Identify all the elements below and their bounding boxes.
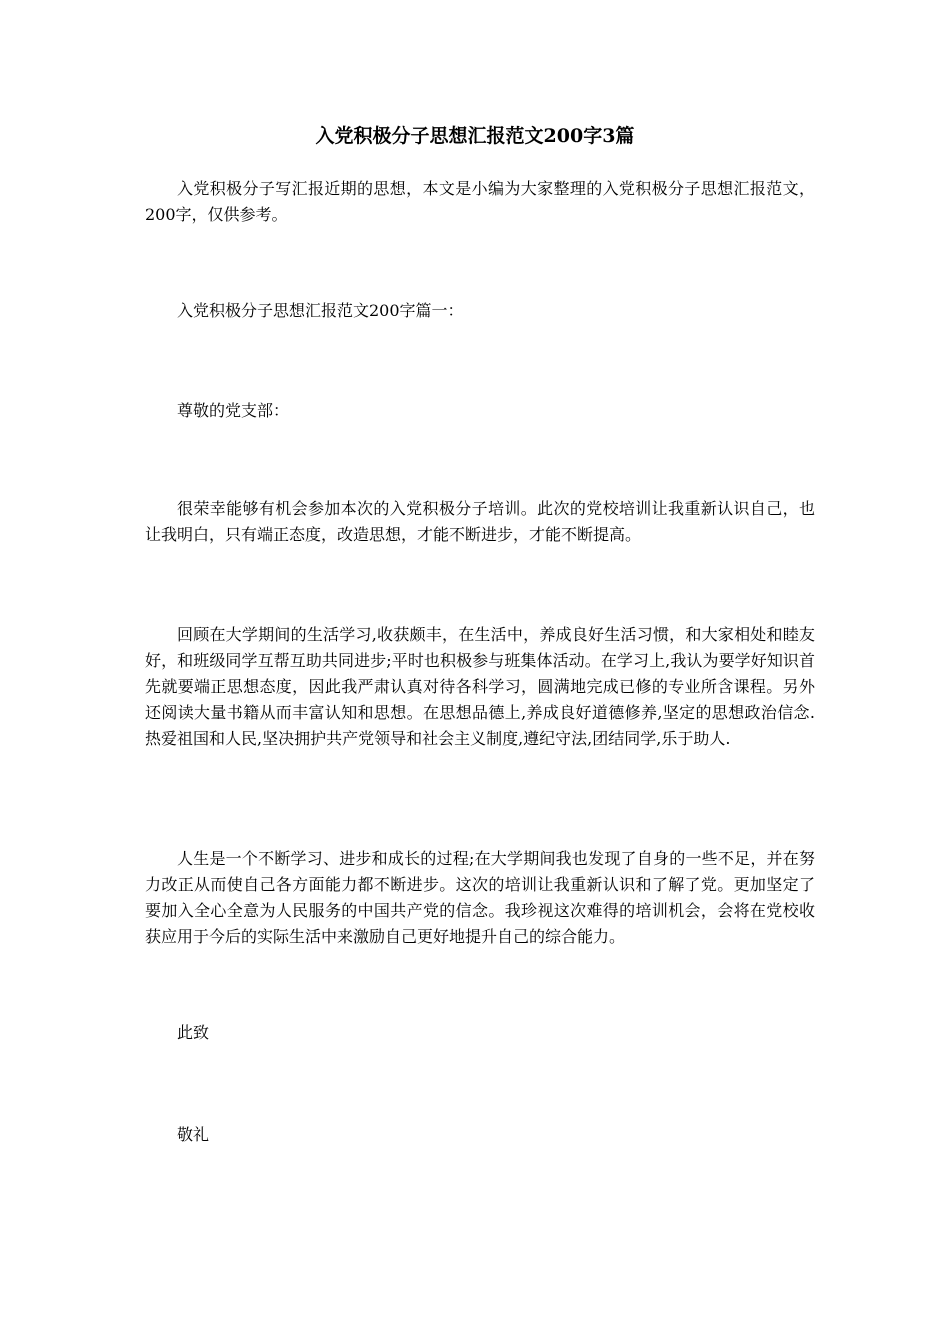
closing-line: 敬礼 [177,1125,210,1144]
body-paragraph: 很荣幸能够有机会参加本次的入党积极分子培训。此次的党校培训让我重新认识自己，也让我明白，只有端正态度，改造思想，才能不断进步，才能不断提高。 [145,499,815,544]
body-paragraph: 人生是一个不断学习、进步和成长的过程;在大学期间我也发现了自身的一些不足，并在努力改正从而使自己各方面能力都不断进步。这次的培训让我重新认识和了解了党。更加坚定了要加入全心全意为人民服务的中国共产党的信念。我珍视这次难得的培训机会，会将在党校收获应用于今后的实际生活中来激励自己更好地提升自己的综合能力。 [145,849,815,946]
body-paragraph: 回顾在大学期间的生活学习,收获颇丰，在生活中，养成良好生活习惯，和大家相处和睦友好，和班级同学互帮互助共同进步;平时也积极参与班集体活动。在学习上,我认为要学好知识首先就要端正思想态度，因此我严肃认真对待各科学习，圆满地完成已修的专业所含课程。另外还阅读大量书籍从而丰富认知和思想。在思想品德上,养成良好道德修养,坚定的思想政治信念.热爱祖国和人民,坚决拥护共产党领导和社会主义制度,遵纪守法,团结同学,乐于助人. [145,625,815,748]
intro-paragraph: 入党积极分子写汇报近期的思想，本文是小编为大家整理的入党积极分子思想汇报范文，200字，仅供参考。 [145,179,815,224]
salutation: 尊敬的党支部： [177,401,290,420]
closing-line: 此致 [177,1023,210,1042]
document-title: 入党积极分子思想汇报范文200字3篇 [315,125,635,147]
section-heading: 入党积极分子思想汇报范文200字篇一： [177,301,464,320]
